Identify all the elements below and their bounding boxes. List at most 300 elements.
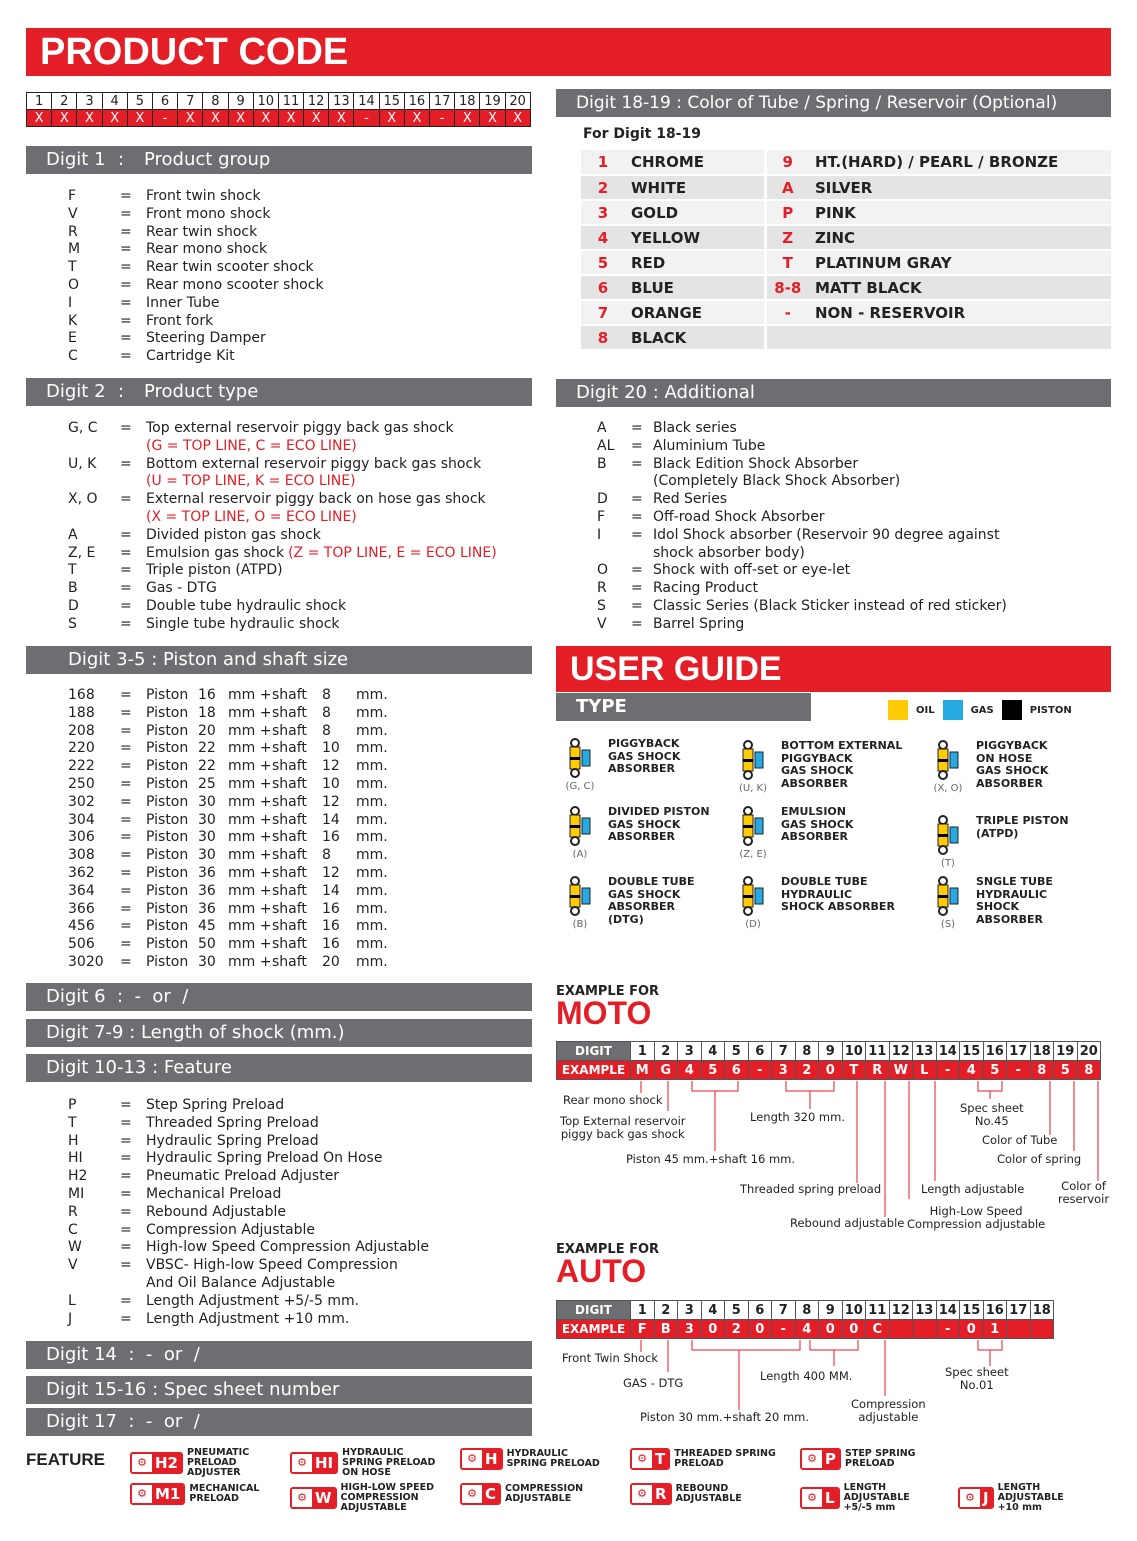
digit-cell: 3 — [678, 1042, 702, 1061]
color-row — [581, 150, 1111, 175]
feature-badge — [800, 1487, 840, 1509]
piston-cell: mm + — [228, 953, 272, 970]
feature-badge — [800, 1448, 841, 1470]
digit-cell: 9 — [819, 1042, 843, 1061]
feature-icon: ⚙ — [462, 1485, 482, 1503]
feature-text: REBOUND ADJUSTABLE — [675, 1483, 742, 1504]
digit-cell: 10 — [842, 1301, 866, 1320]
list-item — [597, 598, 1097, 616]
piston-row — [68, 812, 402, 830]
code-digit-cell: 9 — [228, 93, 253, 110]
piston-cell: shaft — [272, 793, 307, 810]
example-cell: - — [936, 1320, 960, 1339]
color-code: 7 — [581, 300, 625, 325]
item-value: Rear twin shock — [146, 223, 258, 240]
item-key: S — [597, 597, 606, 614]
code-digit-cell: 13 — [329, 93, 354, 110]
item-sep: = — [120, 348, 132, 365]
shock-icon — [560, 738, 600, 792]
feature-text: PNEUMATIC PRELOAD ADJUSTER — [187, 1447, 250, 1478]
digit-cell: 8 — [795, 1301, 819, 1320]
digit-cell: 2 — [654, 1301, 678, 1320]
list-item — [68, 241, 528, 259]
list-item — [68, 1133, 528, 1151]
piston-row — [68, 847, 402, 865]
example-cell: 0 — [748, 1320, 772, 1339]
feature-icon: ⚙ — [632, 1450, 652, 1468]
piston-cell: 36 — [198, 864, 216, 881]
item-value: Rear mono scooter shock — [146, 276, 324, 293]
piston-cell: = — [120, 829, 132, 846]
color-row — [581, 250, 1111, 275]
item-key: R — [68, 1203, 78, 1220]
digit-cell: 12 — [889, 1042, 913, 1061]
code-value-cell: - — [354, 110, 379, 127]
digit1-header: Digit 1 : Product group — [26, 146, 532, 174]
item-value — [146, 456, 528, 474]
shock-code: (T) — [941, 858, 955, 869]
feature-badge — [290, 1487, 337, 1509]
feature-icon: ⚙ — [132, 1485, 152, 1503]
example-cell — [913, 1320, 937, 1339]
item-value — [146, 545, 528, 563]
item-key: B — [597, 455, 607, 472]
digit-cell: 5 — [725, 1042, 749, 1061]
list-item — [68, 1239, 528, 1257]
piston-cell: mm. — [356, 864, 388, 881]
digit14-header: Digit 14 : - or / — [26, 1341, 532, 1369]
example-note: High-Low Speed Compression adjustable — [907, 1204, 1046, 1231]
feature-text: HIGH-LOW SPEED COMPRESSION ADJUSTABLE — [340, 1482, 434, 1513]
feature-code: C — [482, 1485, 499, 1503]
code-digit-cell: 20 — [505, 93, 530, 110]
piston-row — [68, 918, 402, 936]
item-sep: = — [120, 330, 132, 347]
digit1819-header: Digit 18-19 : Color of Tube / Spring / Reservoir (Optional) — [556, 89, 1111, 117]
piston-cell: Piston — [146, 722, 189, 739]
item-value: Red Series — [653, 491, 728, 508]
example-note: Length 320 mm. — [750, 1110, 845, 1124]
legend-label: OIL — [916, 704, 935, 716]
item-key: G, C — [68, 420, 98, 436]
example-note: Spec sheet No.01 — [945, 1365, 1009, 1392]
code-value-cell: X — [379, 110, 404, 127]
item-value — [146, 598, 528, 616]
code-digit-cell: 2 — [52, 93, 77, 110]
piston-cell: = — [120, 722, 132, 739]
digit-cell: 4 — [701, 1042, 725, 1061]
item-note: (G = TOP LINE, C = ECO LINE) — [146, 437, 357, 454]
code-digit-cell: 1 — [27, 93, 52, 110]
piston-cell: 16 — [322, 829, 340, 846]
item-value: Length Adjustment +10 mm. — [146, 1310, 350, 1327]
type-item — [733, 806, 853, 860]
shock-name: EMULSION GAS SHOCK ABSORBER — [781, 805, 854, 843]
piston-row — [68, 758, 402, 776]
item-value: shock absorber body) — [653, 544, 805, 561]
item-sep: = — [120, 544, 132, 561]
item-value: Pneumatic Preload Adjuster — [146, 1168, 340, 1185]
color-table — [581, 150, 1111, 351]
code-value-cell: X — [77, 110, 102, 127]
digit-cell: 3 — [678, 1301, 702, 1320]
color-name: YELLOW — [625, 225, 765, 250]
item-sep: = — [120, 241, 132, 258]
digit-cell: 7 — [772, 1042, 796, 1061]
example-note: Compression adjustable — [851, 1397, 926, 1424]
item-value: (Completely Black Shock Absorber) — [653, 473, 901, 490]
item-sep — [631, 473, 653, 491]
item-value — [146, 420, 528, 438]
auto-example-table — [556, 1300, 1054, 1339]
code-digit-cell: 4 — [102, 93, 127, 110]
feature-icon: ⚙ — [132, 1454, 152, 1472]
example-cell — [889, 1320, 913, 1339]
item-value: Hydraulic Spring Preload On Hose — [146, 1150, 383, 1167]
digit-cell: 16 — [983, 1042, 1007, 1061]
piston-cell: 366 — [68, 900, 95, 917]
piston-size-list — [68, 687, 402, 972]
list-item — [68, 580, 528, 598]
item-value — [146, 562, 528, 580]
list-note — [68, 473, 528, 491]
piston-row — [68, 776, 402, 794]
code-digit-cell: 3 — [77, 93, 102, 110]
example-note: Length adjustable — [921, 1182, 1025, 1196]
example-cell: 0 — [701, 1320, 725, 1339]
feature-badge — [130, 1452, 183, 1474]
feature-badge — [630, 1483, 672, 1505]
item-key: R — [68, 223, 78, 240]
list-item — [68, 1204, 528, 1222]
digit-cell: 17 — [1007, 1301, 1031, 1320]
digit-cell: 5 — [725, 1301, 749, 1320]
piston-cell: mm + — [228, 936, 272, 953]
example-cell: 0 — [819, 1320, 843, 1339]
code-digit-cell: 15 — [379, 93, 404, 110]
color-name: PINK — [809, 200, 1111, 225]
piston-cell: 20 — [198, 722, 216, 739]
item-sep: = — [631, 580, 643, 597]
item-key: I — [68, 294, 73, 311]
piston-cell: 304 — [68, 811, 95, 828]
piston-cell: shaft — [272, 811, 307, 828]
digit-cell: 1 — [631, 1301, 655, 1320]
digit20-header: Digit 20 : Additional — [556, 379, 1111, 407]
piston-row — [68, 687, 402, 705]
list-item — [68, 1275, 528, 1293]
example-label: EXAMPLE — [557, 1061, 631, 1080]
piston-cell: 456 — [68, 918, 95, 935]
piston-cell: = — [120, 793, 132, 810]
shock-icon — [928, 876, 968, 930]
color-row — [581, 325, 1111, 350]
code-digit-cell: 11 — [278, 93, 303, 110]
feature-code: J — [980, 1489, 992, 1507]
code-value-cell: X — [505, 110, 530, 127]
color-name — [809, 325, 1111, 350]
digit-cell: 10 — [842, 1042, 866, 1061]
code-value-cell: X — [27, 110, 52, 127]
color-row — [581, 300, 1111, 325]
piston-row — [68, 829, 402, 847]
item-sep: = — [120, 420, 132, 436]
item-value: Aluminium Tube — [653, 437, 766, 454]
item-key — [68, 1275, 120, 1293]
item-key — [597, 545, 631, 563]
color-name: ZINC — [809, 225, 1111, 250]
piston-cell: 8 — [322, 687, 331, 703]
item-note: (X = TOP LINE, O = ECO LINE) — [146, 508, 357, 525]
piston-cell: mm. — [356, 936, 388, 953]
item-key: V — [597, 615, 607, 632]
feature-icon: ⚙ — [292, 1454, 312, 1472]
item-text: Emulsion gas shock — [146, 544, 285, 561]
item-sep: = — [120, 188, 132, 204]
list-item — [68, 545, 528, 563]
example-note: Length 400 MM. — [760, 1369, 853, 1383]
feature-icon: ⚙ — [632, 1485, 652, 1503]
list-item — [597, 491, 1097, 509]
digit-cell: 18 — [1030, 1042, 1054, 1061]
list-item — [597, 527, 1097, 545]
example-cell: 8 — [1030, 1061, 1054, 1080]
example-cell: L — [913, 1061, 937, 1080]
code-value-cell: X — [228, 110, 253, 127]
piston-cell: 250 — [68, 775, 95, 792]
piston-cell: shaft — [272, 882, 307, 899]
item-value: High-low Speed Compression Adjustable — [146, 1239, 429, 1256]
piston-row — [68, 883, 402, 901]
shock-name: PIGGYBACK GAS SHOCK ABSORBER — [608, 737, 681, 775]
type-item — [560, 876, 695, 930]
feature-text: COMPRESSION ADJUSTABLE — [505, 1483, 584, 1504]
piston-cell: = — [120, 687, 132, 703]
item-sep: = — [120, 294, 132, 311]
item-value: Inner Tube — [146, 294, 220, 311]
item-sep: = — [120, 1150, 132, 1167]
example-note: Rear mono shock — [563, 1093, 663, 1107]
item-key — [597, 473, 631, 491]
code-digit-cell: 8 — [203, 93, 228, 110]
item-sep: = — [120, 455, 132, 472]
example-cell: T — [842, 1061, 866, 1080]
shock-code: (D) — [745, 919, 761, 930]
item-sep: = — [631, 455, 643, 472]
list-item — [68, 206, 528, 224]
example-cell: B — [654, 1320, 678, 1339]
list-item — [68, 1150, 528, 1168]
piston-cell: Piston — [146, 793, 189, 810]
item-value: Hydraulic Spring Preload — [146, 1132, 319, 1149]
item-value: Black series — [653, 420, 737, 436]
piston-cell: 16 — [322, 900, 340, 917]
digit-row — [557, 1301, 1054, 1320]
feature-text: THREADED SPRING PRELOAD — [674, 1448, 776, 1469]
example-cell: R — [866, 1061, 890, 1080]
feature-icon: ⚙ — [960, 1489, 980, 1507]
item-sep: = — [631, 615, 643, 632]
auto-title: AUTO — [556, 1253, 647, 1289]
item-value: Front fork — [146, 312, 214, 329]
piston-cell: = — [120, 918, 132, 935]
piston-cell: shaft — [272, 722, 307, 739]
legend-label: PISTON — [1029, 704, 1072, 716]
example-row — [557, 1061, 1101, 1080]
piston-cell: 506 — [68, 936, 95, 953]
item-sep: = — [631, 437, 643, 454]
color-row — [581, 225, 1111, 250]
example-note: Spec sheet No.45 — [960, 1101, 1024, 1128]
piston-cell: 36 — [198, 900, 216, 917]
shock-code: (G, C) — [565, 781, 595, 792]
code-digit-cell: 6 — [152, 93, 177, 110]
legend-swatch — [888, 700, 908, 720]
example-cell: - — [1007, 1061, 1031, 1080]
item-text: Divided piston gas shock — [146, 526, 321, 543]
feature-code: P — [822, 1450, 839, 1468]
feature-badge — [460, 1448, 503, 1470]
example-cell: - — [772, 1320, 796, 1339]
list-item — [68, 330, 528, 348]
piston-cell: 18 — [198, 704, 216, 721]
item-key: L — [68, 1292, 76, 1309]
digit1516-header: Digit 15-16 : Spec sheet number — [26, 1376, 532, 1404]
feature-item — [130, 1448, 249, 1478]
list-item — [68, 491, 528, 509]
item-key: D — [68, 597, 79, 614]
feature-code: L — [822, 1489, 838, 1507]
piston-cell: shaft — [272, 918, 307, 935]
piston-cell: = — [120, 775, 132, 792]
piston-cell: mm. — [356, 740, 388, 757]
item-sep: = — [631, 491, 643, 508]
list-item — [68, 1311, 528, 1329]
type-item — [733, 740, 902, 794]
piston-cell: 302 — [68, 793, 95, 810]
piston-cell: mm + — [228, 900, 272, 917]
example-row — [557, 1320, 1054, 1339]
list-item — [68, 1097, 528, 1115]
piston-cell: = — [120, 847, 132, 864]
piston-cell: mm. — [356, 953, 388, 970]
code-value-cell: X — [455, 110, 480, 127]
item-sep — [631, 545, 653, 563]
item-sep: = — [631, 508, 643, 525]
feature-item — [290, 1448, 435, 1478]
item-key: Z, E — [68, 544, 96, 561]
piston-cell: Piston — [146, 758, 189, 775]
item-value: Step Spring Preload — [146, 1097, 285, 1113]
color-code: 8 — [581, 325, 625, 350]
piston-cell: mm. — [356, 793, 388, 810]
item-value: Compression Adjustable — [146, 1221, 316, 1238]
example-cell: F — [631, 1320, 655, 1339]
piston-cell: 306 — [68, 829, 95, 846]
legend-swatch — [943, 700, 963, 720]
item-key: T — [68, 562, 77, 579]
feature-badge — [460, 1483, 501, 1505]
feature-code: M1 — [152, 1485, 183, 1503]
feature-code: H2 — [152, 1454, 181, 1472]
item-value: Off-road Shock Absorber — [653, 508, 825, 525]
digit2-list — [68, 420, 528, 634]
piston-cell: 30 — [198, 829, 216, 846]
item-sep: = — [120, 1257, 132, 1274]
item-value: Idol Shock absorber (Reservoir 90 degree against — [653, 526, 1000, 543]
piston-cell: Piston — [146, 687, 189, 703]
example-cell: 4 — [960, 1061, 984, 1080]
example-cell: 3 — [772, 1061, 796, 1080]
item-key: I — [597, 526, 602, 543]
piston-cell: Piston — [146, 847, 189, 864]
shock-name: SNGLE TUBE HYDRAULIC SHOCK ABSORBER — [976, 875, 1053, 926]
example-note: Color of spring — [997, 1152, 1082, 1166]
piston-cell: Piston — [146, 882, 189, 899]
feature-badge — [290, 1452, 338, 1474]
color-name: MATT BLACK — [809, 275, 1111, 300]
color-code: - — [765, 300, 809, 325]
example-cell: 5 — [983, 1061, 1007, 1080]
shock-name: DOUBLE TUBE HYDRAULIC SHOCK ABSORBER — [781, 875, 895, 913]
piston-cell: = — [120, 740, 132, 757]
code-digit-cell: 16 — [404, 93, 429, 110]
shock-icon — [560, 806, 600, 860]
list-item — [68, 1115, 528, 1133]
piston-cell: shaft — [272, 936, 307, 953]
list-item — [597, 438, 1097, 456]
example-note: Piston 45 mm.+shaft 16 mm. — [626, 1152, 796, 1166]
piston-cell: 8 — [322, 847, 331, 864]
list-item — [597, 509, 1097, 527]
piston-cell: 30 — [198, 953, 216, 970]
item-sep: = — [120, 580, 132, 597]
color-code: 6 — [581, 275, 625, 300]
piston-cell: mm + — [228, 722, 272, 739]
shock-code: (S) — [940, 919, 956, 930]
shock-code: (U, K) — [738, 783, 768, 794]
item-value: And Oil Balance Adjustable — [146, 1274, 336, 1291]
code-digit-cell: 10 — [253, 93, 278, 110]
feature-item — [630, 1483, 742, 1505]
piston-cell: 50 — [198, 936, 216, 953]
item-value — [146, 527, 528, 545]
piston-cell: 20 — [322, 953, 340, 970]
item-key: X, O — [68, 491, 98, 508]
piston-cell: shaft — [272, 864, 307, 881]
code-value-cell: X — [278, 110, 303, 127]
type-item — [928, 815, 1069, 869]
feature-code: W — [312, 1489, 335, 1507]
feature-text: LENGTH ADJUSTABLE +10 mm — [997, 1482, 1064, 1513]
item-sep: = — [120, 1097, 132, 1113]
piston-cell: 30 — [198, 793, 216, 810]
piston-cell: shaft — [272, 758, 307, 775]
list-item — [597, 473, 1097, 491]
example-cell: W — [889, 1061, 913, 1080]
piston-cell: Piston — [146, 864, 189, 881]
piston-cell: Piston — [146, 704, 189, 721]
item-key: V — [68, 205, 78, 222]
piston-cell: = — [120, 900, 132, 917]
feature-icon: ⚙ — [462, 1450, 482, 1468]
piston-cell: 12 — [322, 793, 340, 810]
piston-cell: mm. — [356, 900, 388, 917]
example-note: Threaded spring preload — [740, 1182, 882, 1196]
color-row — [581, 275, 1111, 300]
item-sep: = — [120, 597, 132, 614]
piston-cell: 30 — [198, 847, 216, 864]
